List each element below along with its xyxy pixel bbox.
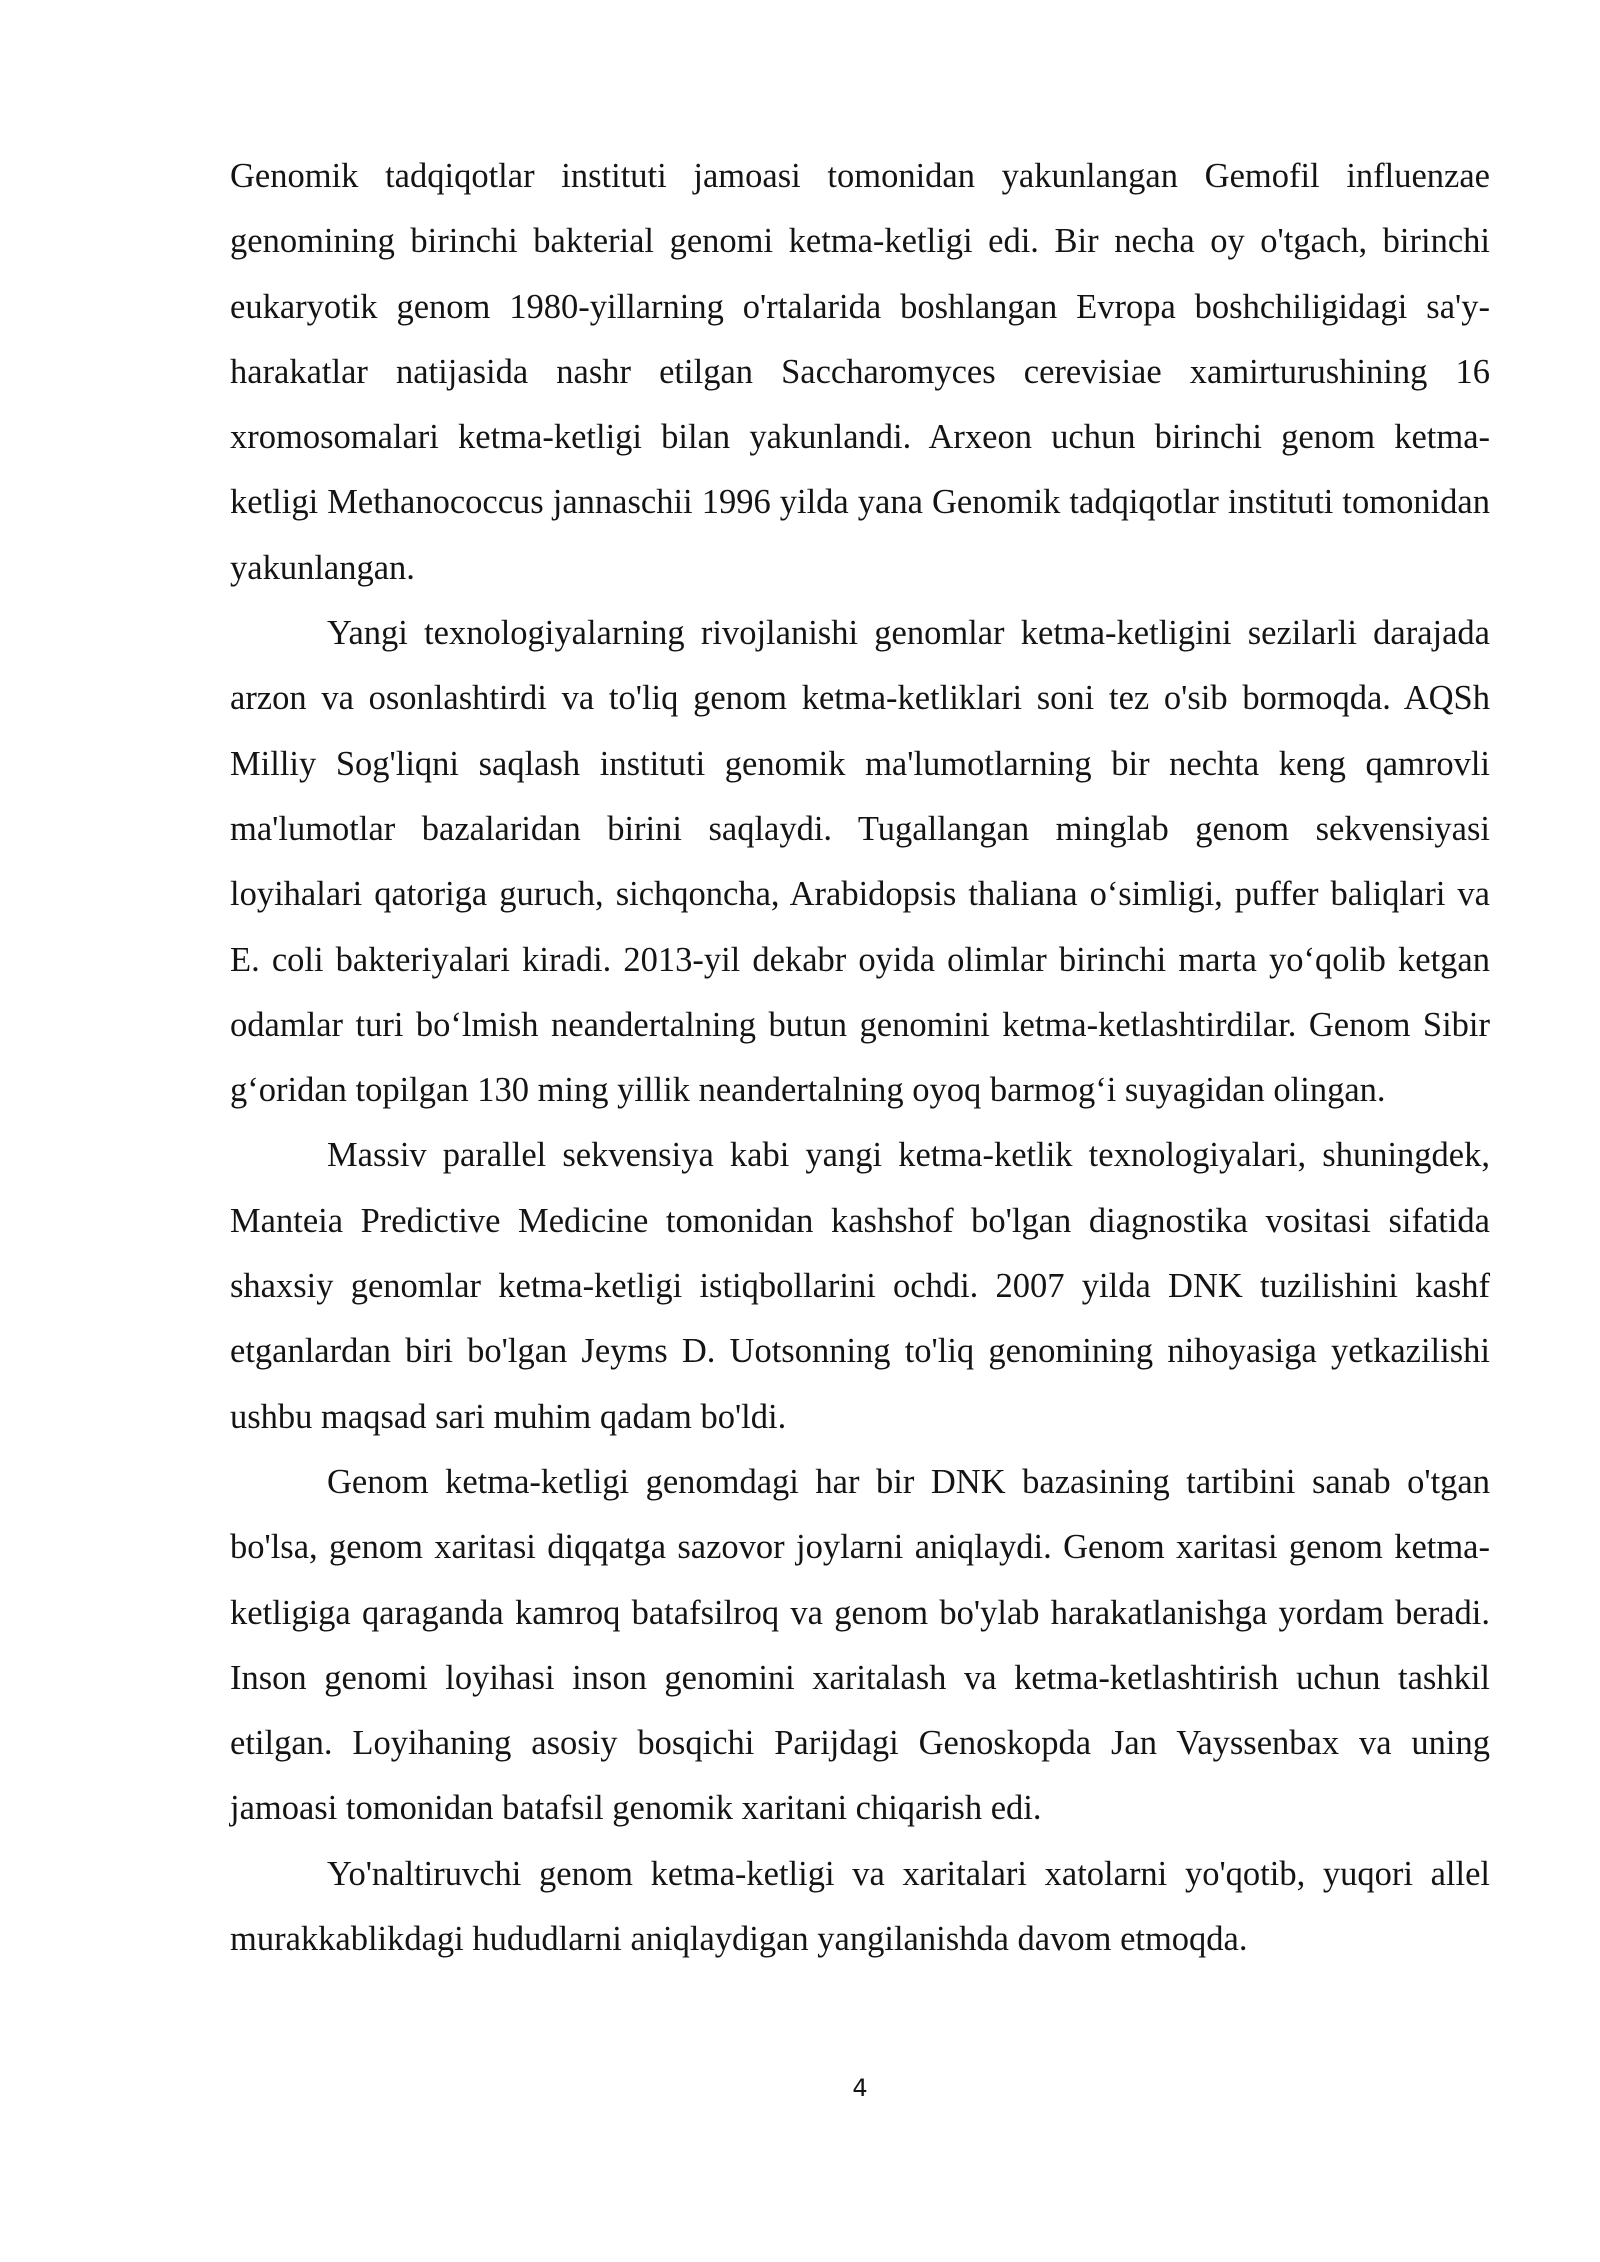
paragraph-3: Massiv parallel sekvensiya kabi yangi ketma-ketlik texnologiyalari, shuningdek, Manteia Predictive Medicine tomonidan kashshof bo'lgan diagnostika vositasi sifatida shaxsiy genomlar ketma-ketligi istiqbollarini ochdi. 2007 yilda DNK tuzilishini kashf etganlardan biri bo'lgan Jeyms D. Uotsonning to'liq genomining nihoyasiga yetkazilishi ushbu maqsad sari muhim qadam bo'ldi. xyxy=(230,1136,1490,1436)
paragraph-1: Genomik tadqiqotlar instituti jamoasi tomonidan yakunlangan Gemofil influenzae genomining birinchi bakterial genomi ketma-ketligi edi. Bir necha oy o'tgach, birinchi eukaryotik genom 1980-yillarning o'rtalarida boshlangan Evropa boshchiligidagi sa'y-harakatlar natijasida nashr etilgan Saccharomyces cerevisiae xamirturushining 16 xromosomalari ketma-ketligi bilan yakunlandi. Arxeon uchun birinchi genom ketma-ketligi Methanococcus jannaschii 1996 yilda yana Genomik tadqiqotlar instituti tomonidan yakunlangan. xyxy=(230,157,1490,587)
paragraph-2: Yangi texnologiyalarning rivojlanishi genomlar ketma-ketligini sezilarli darajada arzon va osonlashtirdi va to'liq genom ketma-ketliklari soni tez o'sib bormoqda. AQSh Milliy Sog'liqni saqlash instituti genomik ma'lumotlarning bir nechta keng qamrovli ma'lumotlar bazalaridan birini saqlaydi. Tugallangan minglab genom sekvensiyasi loyihalari qatoriga guruch, sichqoncha, Arabidopsis thaliana o‘simligi, puffer baliqlari va E. coli bakteriyalari kiradi. 2013-yil dekabr oyida olimlar birinchi marta yo‘qolib ketgan odamlar turi bo‘lmish neandertalning butun genomini ketma-ketlashtirdilar. Genom Sibir g‘oridan topilgan 130 ming yillik neandertalning oyoq barmog‘i suyagidan olingan. xyxy=(230,614,1490,1110)
body-text xyxy=(230,144,1490,1972)
page-number: 4 xyxy=(852,2074,868,2102)
paragraph-4: Genom ketma-ketligi genomdagi har bir DNK bazasining tartibini sanab o'tgan bo'lsa, genom xaritasi diqqatga sazovor joylarni aniqlaydi. Genom xaritasi genom ketma-ketligiga qaraganda kamroq batafsilroq va genom bo'ylab harakatlanishga yordam beradi. Inson genomi loyihasi inson genomini xaritalash va ketma-ketlashtirish uchun tashkil etilgan. Loyihaning asosiy bosqichi Parijdagi Genoskopda Jan Vayssenbax va uning jamoasi tomonidan batafsil genomik xaritani chiqarish edi. xyxy=(230,1462,1490,1828)
paragraph-5: Yo'naltiruvchi genom ketma-ketligi va xaritalari xatolarni yo'qotib, yuqori allel murakkablikdagi hududlarni aniqlaydigan yangilanishda davom etmoqda. xyxy=(230,1854,1490,1959)
